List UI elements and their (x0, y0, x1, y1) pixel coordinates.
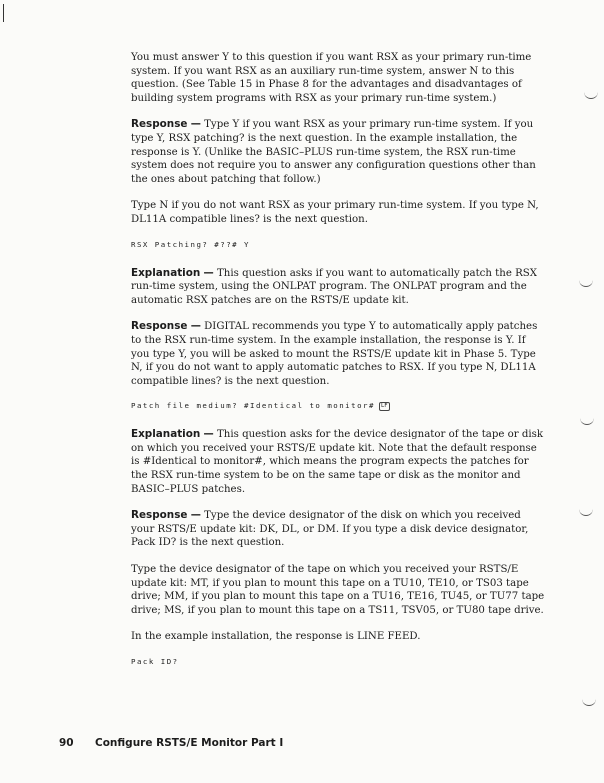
explanation-label: Explanation (131, 266, 201, 279)
response-text: DIGITAL recommends you type Y to automatically apply patches to the RSX run-time system. In the example installation, the response is Y. If you type Y, you will be asked to mount the RSTS/E update kit in Phase 5. Type N, if you do not want to apply automatic patches to RSX. If you type N, DL11A compatible lines? is the next question. (131, 321, 538, 387)
line-feed-key-icon: LF (380, 403, 388, 410)
response-label: Response (131, 320, 188, 333)
explanation-text: This question asks if you want to automatically patch the RSX run-time system, using the ONLPAT program. The ONLPAT program and the automatic RSX patches are on the RSTS/E update kit. (131, 267, 537, 306)
response-text: Type Y if you want RSX as your primary run-time system. If you type Y, RSX patching? is the next question. In the example installation, the response is Y. (Unlike the BASIC–PLUS run-time system, the RSX run-time system does not require you to answer any configuration questions other than the ones about patching that follow.) (131, 119, 536, 185)
em-dash: — (190, 321, 201, 333)
response-label: Response (131, 509, 188, 522)
paragraph-rsx-answer: You must answer Y to this question if you want RSX as your primary run-time system. If you want RSX as an auxiliary run-time system, answer N to this question. (See Table 15 in Phase 8 for the advantages and disadvantages of building system programs with RSX as your primary run-time system.) (131, 52, 532, 104)
body-text (131, 51, 545, 684)
page-number: 90 (59, 737, 74, 749)
code-patch-file-medium (131, 401, 545, 411)
em-dash: — (203, 429, 214, 441)
paragraph-explanation-1 (131, 267, 545, 308)
binding-rule (3, 4, 4, 22)
paragraph-response-2 (131, 320, 545, 388)
margin-mark (580, 418, 594, 425)
paragraph-type-n: Type N if you do not want RSX as your primary run-time system. If you type N, DL11A compatible lines? is the next question. (131, 200, 539, 225)
em-dash: — (190, 119, 201, 131)
response-label: Response (131, 118, 188, 131)
em-dash: — (190, 510, 201, 522)
paragraph-tape-designator: Type the device designator of the tape on which you received your RSTS/E update kit: MT, if you plan to mount this tape on a TU10, TE10, or TS03 tape drive; MM, if you plan to mount this tape on a TU16, TE16, TU45, or TU77 tape drive; MS, if you plan to mount this tape on a TS11, TSV05, or TU80 tape drive. (131, 564, 545, 616)
code-pack-id: Pack ID? (131, 657, 179, 666)
margin-mark (579, 509, 593, 516)
explanation-label: Explanation (131, 428, 201, 441)
paragraph-explanation-2 (131, 428, 545, 496)
margin-mark (584, 92, 598, 99)
paragraph-example-response: In the example installation, the response is LINE FEED. (131, 631, 421, 643)
em-dash: — (203, 267, 214, 279)
paragraph-response-1 (131, 118, 545, 186)
footer-title: Configure RSTS/E Monitor Part I (95, 737, 284, 749)
margin-mark (579, 280, 593, 287)
code-rsx-patching: RSX Patching? #??# Y (131, 239, 250, 249)
explanation-text: This question asks for the device designator of the tape or disk on which you received your RSTS/E update kit. Note that the default response is #Identical to monitor#, which means the program expects the patches for the RSX run-time system to be on the same tape or disk as the monitor and BASIC–PLUS patches. (131, 429, 544, 495)
page-footer (59, 737, 283, 749)
paragraph-response-3 (131, 509, 545, 550)
response-text: Type the device designator of the disk on which you received your RSTS/E update kit: DK, DL, or DM. If you type a disk device designator, Pack ID? is the next question. (131, 510, 529, 549)
margin-mark (582, 699, 596, 706)
code-text: Patch file medium? #Identical to monitor# (131, 401, 375, 411)
